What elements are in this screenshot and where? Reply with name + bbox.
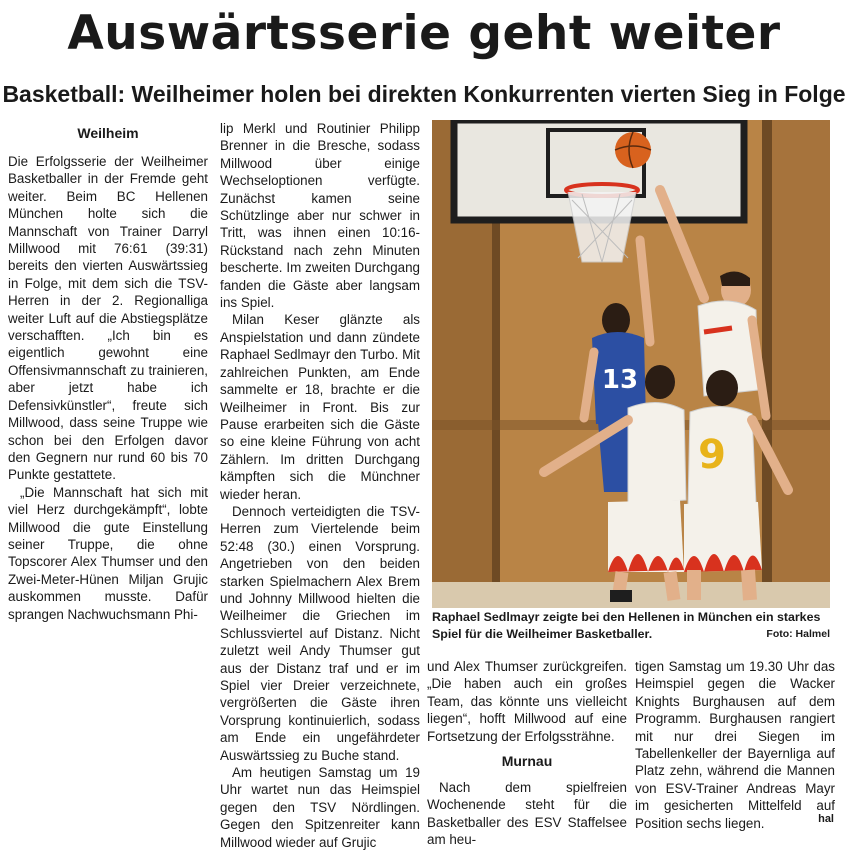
photo-caption — [432, 609, 830, 643]
paragraph: Milan Keser glänzte als Anspielstation und dann zündete Raphael Sedlmayr den Turbo. Mit zahlreichen Punkten, am Ende sammelte er 18, brachte er die Weilheimer in Front. Bis zur Pause erarbeiten sich die Gäste so eine kleine Führung von acht Zählern. Im dritten Durchgang kämpften sich die Münchner wieder heran. — [220, 312, 420, 502]
dateline-weilheim: Weilheim — [77, 125, 139, 141]
article-column-4 — [635, 658, 835, 832]
article-column-3 — [427, 658, 627, 849]
paragraph: „Die Mannschaft hat sich mit viel Herz durchgekämpft“, lobte Millwood die gute Einstellung seiner Truppe, die ohne Topscorer Alex Thumser und den Zwei-Meter-Hünen Miljan Grujic auskommen musste. Dafür sprangen Nachwuchsmann Phi- — [8, 484, 208, 622]
paragraph: Am heutigen Samstag um 19 Uhr wartet nun das Heimspiel gegen den TSV Nördlingen. Gegen den Spitzenreiter kann Millwood wieder auf Grujic — [220, 765, 420, 850]
article-column-2 — [220, 120, 420, 851]
paragraph: Nach dem spielfreien Wochenende steht für die Basketballer des ESV Staffelsee am heu- — [427, 780, 627, 848]
paragraph: Dennoch verteidigten die TSV-Herren zum Viertelende beim 52:48 (30.) einen Vorsprung. Angetrieben von den beiden starken Spielmachern Alex Brem und Johnny Millwood hielten die Weilheimer die Griechen im Schlussviertel auf Distanz. Nicht zuletzt weil Andy Thumser gut aus der Distanz traf und er im Spiel vier Dreier verzeichnete, vergrößerten die Gäste ihren Vorsprung kontinuierlich, sodass am Ende ein ungefährdeter Auswärtssieg zu Buche stand. — [220, 503, 420, 763]
subheadline: Basketball: Weilheimer holen bei direkten Konkurrenten vierten Sieg in Folge — [2, 81, 846, 107]
headline: Auswärtsserie geht weiter — [67, 6, 781, 61]
paragraph: lip Merkl und Routinier Philipp Brenner in die Bresche, sodass Millwood über einige Wechseloptionen verfügte. Zunächst kamen seine Schützlinge aber nur schwer in Tritt, was ihnen einen 10:16-Rückstand nach zehn Minuten bescherte. Im zweiten Durchgang fanden die Gäste aber langsam ins Spiel. — [220, 121, 420, 311]
opponent-jersey-number: 13 — [601, 365, 639, 395]
paragraph: Die Erfolgsserie der Weilheimer Basketballer in der Fremde geht weiter. Beim BC Hellenen München holte sich die Mannschaft von Trainer Darryl Millwood mit 76:61 (39:31) bereits den vierten Auswärtssieg in Folge, mit dem sich die TSV-Herren in der 2. Regionalliga weiter Luft auf die Abstiegsplätze verschafften. „Ich bin es eigentlich gewohnt eine Offensivmannschaft zu trainieren, aber jetzt habe ich Defensivkünstler“, freute sich Millwood, dass seine Truppe wie schon bei den Erfolgen davor den Gegnern nur rund 60 bis 70 Punkte gestattete. — [8, 154, 208, 483]
author-signature: hal — [818, 813, 834, 825]
paragraph: tigen Samstag um 19.30 Uhr das Heimspiel gegen die Wacker Knights Burghausen auf dem Programm. Burghausen rangiert mit nur drei Siegen im Tabellenkeller der Bayernliga auf Platz zehn, während die Mannen von ESV-Trainer Andreas Mayr im gesicherten Mittelfeld auf Position sechs liegen. — [635, 659, 835, 831]
article-column-1 — [8, 120, 208, 623]
front-jersey-number: 9 — [698, 432, 726, 478]
basketball-photo — [432, 120, 830, 608]
paragraph: und Alex Thumser zurückgreifen. „Die haben auch ein großes Team, das könnte uns vielleicht liegen“, hofft Millwood auf eine Fortsetzung der Erfolgssträhne. — [427, 659, 627, 744]
caption-text: Raphael Sedlmayr zeigte bei den Hellenen in München ein starkes Spiel für die Weilheimer Basketballer. — [432, 610, 821, 641]
photo-illustration — [432, 120, 830, 608]
basketball — [615, 132, 651, 168]
dateline-murnau: Murnau — [501, 753, 553, 770]
photo-credit: Foto: Halmel — [766, 628, 830, 640]
